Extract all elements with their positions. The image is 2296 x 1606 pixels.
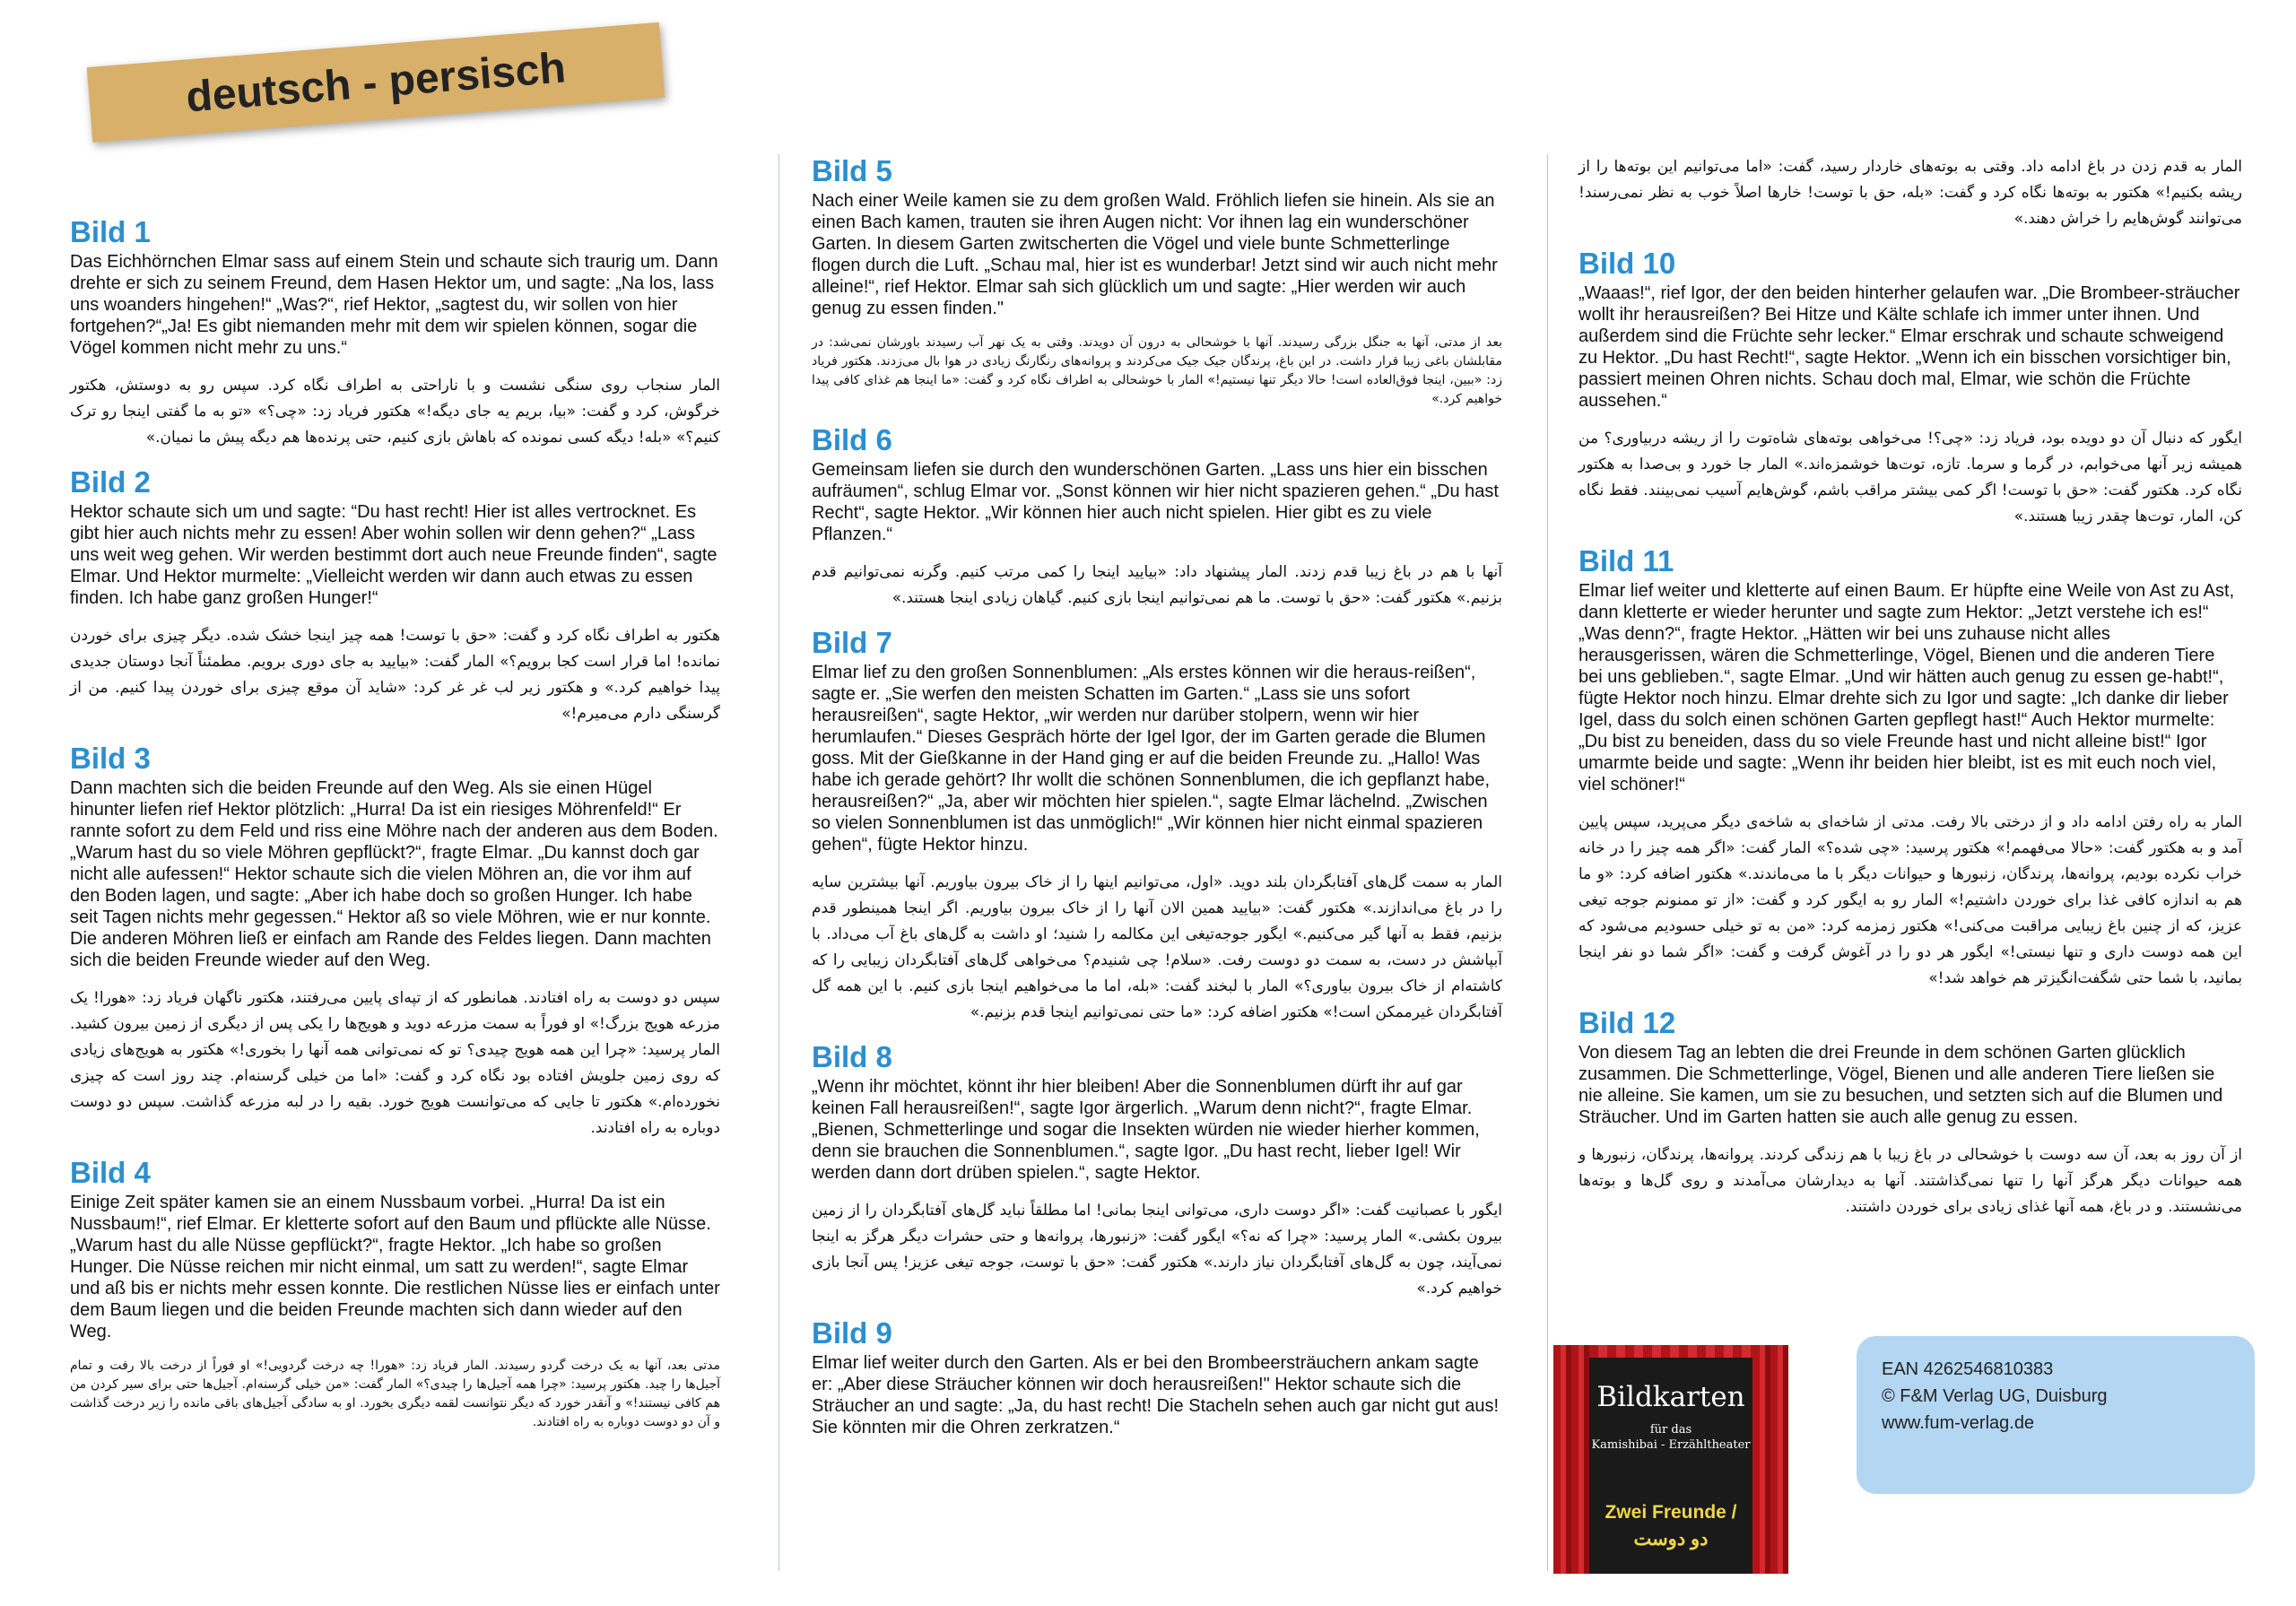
poster-title: Bildkarten xyxy=(1596,1381,1745,1413)
persian-text: بعد از مدتی، آنها به جنگل بزرگی رسیدند. آنها با خوشحالی به درون آن دویدند. وقتی به یک نهر آب رسیدند باورشان نمی‌شد: در مقابلشان باغی زیبا قرار داشت. در این باغ، پرندگان جیک جیک می‌کردند و پروانه‌های رنگارنگ زیادی در هوا بال می‌زدند. هکتور فریاد زد: «ببین، اینجا فوق‌العاده است! حالا دیگر تنها نیستیم!» المار با خوشحالی به اطراف نگاه کرد و گفت: «ما اینجا هم غذای کافی پیدا خواهیم کرد.» xyxy=(812,335,1502,406)
column-1 xyxy=(70,215,720,1446)
section-title: Bild 6 xyxy=(812,423,892,456)
section-bild-12 xyxy=(1578,1006,2242,1220)
german-text: Einige Zeit später kamen sie an einem Nussbaum vorbei. „Hurra! Da ist ein Nussbaum!“, rief Elmar. Er kletterte sofort auf den Baum und pflückte alle Nüsse. „Warum hast du alle Nüsse gepflückt?“, fragte Hektor. „Ich habe so großen Hunger. Die Nüsse reichen mir nicht einmal, um satt zu werden!“, sagte Elmar und aß bis er nichts mehr essen konnte. Die restlichen Nüsse lies er einfach unter dem Baum liegen und die beiden Freunde machten sich dann wieder auf den Weg. xyxy=(70,1193,720,1341)
bildkarten-poster xyxy=(1553,1345,1788,1574)
german-text: Gemeinsam liefen sie durch den wunderschönen Garten. „Lass uns hier ein bisschen aufräumen“, schlug Elmar vor. „Sonst können wir hier nicht spazieren gehen.“ „Du hast Recht“, sagte Hektor. „Wir können hier auch nicht spielen. Hier gibt es zu viele Pflanzen.“ xyxy=(812,460,1499,544)
persian-text: مدتی بعد، آنها به یک درخت گردو رسیدند. المار فریاد زد: «هورا! چه درخت گردویی!» او فوراً از درخت بالا رفت و تمام آجیل‌ها را چید. هکتور پرسید: «چرا همه آجیل‌ها را چیدی؟» المار گفت: «من خیلی گرسنه‌ام. آجیل‌ها حتی برای سیر کردن من هم کافی نیستند!» و آنقدر خورد که دیگر نتوانست لقمه دیگری بخورد. او به سادگی آجیل‌های باقی مانده را زیر درخت گذاشت و آن دو دوست دوباره به راه افتادند. xyxy=(70,1359,720,1429)
column-divider xyxy=(1547,154,1548,1571)
persian-text: از آن روز به بعد، آن سه دوست با خوشحالی در باغ زیبا با هم زندگی کردند. پروانه‌ها، پرندگان، زنبورها و همه حیوانات دیگر هرگز آنها را تنها نمی‌گذاشتند. آنها به دیدارشان می‌آمدند و روی گل‌ها و بوته‌ها می‌نشستند. و در باغ، همه آنها غذای زیادی برای خوردن داشتند. xyxy=(1578,1146,2242,1216)
curtain-right xyxy=(1752,1345,1788,1574)
section-bild-9-continued xyxy=(1578,154,2242,232)
section-title: Bild 3 xyxy=(70,742,151,775)
german-text: Von diesem Tag an lebten die drei Freunde in dem schönen Garten glücklich zusammen. Die Schmetterlinge, Vögel, Bienen und alle anderen Tiere ließen sie nie alleine. Sie kamen, um sie zu besuchen, und setzten sich auf die Blumen und Sträucher. Und im Garten hatten sie auch alle genug zu essen. xyxy=(1578,1043,2223,1127)
section-title: Bild 11 xyxy=(1578,544,1674,577)
german-text: „Waaas!“, rief Igor, der den beiden hinterher gelaufen war. „Die Brombeer-sträucher wollt ihr herausreißen? Bei Hitze und Kälte schlafe ich immer unter ihnen. Und außerdem sind die Früchte sehr lecker.“ Elmar erschrak und schaute schweigend zu Hektor. „Du hast Recht!“, sagte Hektor. „Wenn ich ein bisschen vorsichtiger bin, passiert meinen Ohren nichts. Schau doch mal, Elmar, wie schön die Früchte aussehen.“ xyxy=(1578,283,2240,411)
persian-text: ایگور با عصبانیت گفت: «اگر دوست داری، می‌توانی اینجا بمانی! اما مطلقاً نباید گل‌های آفتابگردان را از زمین بیرون بکشی.» المار پرسید: «چرا که نه؟» ایگور گفت: «زنبورها، پروانه‌ها و حتی حشرات دیگر هرگز به اینجا نمی‌آیند، چون به گل‌های آفتابگردان نیاز دارند.» هکتور گفت: «حق با توست، جوجه تیغی عزیز! پس آنجا بازی خواهیم کرد.» xyxy=(812,1202,1502,1298)
poster-subtitle-line2: Kamishibai - Erzähltheater xyxy=(1591,1438,1751,1452)
german-text: Elmar lief weiter durch den Garten. Als er bei den Brombeersträuchern ankam sagte er: „Aber diese Sträucher können wir doch herausreißen!" Hektor schaute sich die Sträucher an und sagte: „Ja, du hast recht! Die Stacheln sehen auch gar nicht gut aus! Sie könnten mir die Ohren zerkratzen.“ xyxy=(812,1353,1500,1437)
german-text: Hektor schaute sich um und sagte: “Du hast recht! Hier ist alles vertrocknet. Es gibt hier auch nichts mehr zu essen! Aber wohin sollen wir denn gehen?“ „Lass uns weit weg gehen. Wir werden bestimmt dort auch neue Freunde finden“, sagte Elmar. Und Hektor murmelte: „Vielleicht werden wir dann auch etwas zu essen finden. Ich habe ganz großen Hunger!“ xyxy=(70,502,718,608)
section-title: Bild 8 xyxy=(812,1040,892,1073)
persian-text: سپس دو دوست به راه افتادند. همانطور که از تپه‌ای پایین می‌رفتند، هکتور ناگهان فریاد زد: «هورا! یک مزرعه هویج بزرگ!» او فوراً به سمت مزرعه دوید و هویج‌ها را یکی پس از دیگری از زمین بیرون کشید. المار پرسید: «چرا این همه هویج چیدی؟ تو که نمی‌توانی همه آنها را بخوری!» هکتور به هویج‌های زیادی که روی زمین جلویش افتاده بود نگاه کرد و گفت: «اما من خیلی گرسنه‌ام. چند روز است که چیزی نخورده‌ام.» هکتور تا جایی که می‌توانست هویج خورد. بقیه را در لبه مزرعه گذاشت. سپس دو دوست دوباره به راه افتادند. xyxy=(70,989,720,1137)
banner-label: deutsch - persisch xyxy=(184,43,568,121)
section-bild-4 xyxy=(70,1156,720,1432)
section-bild-1 xyxy=(70,215,720,451)
section-bild-9 xyxy=(812,1316,1502,1438)
section-bild-7 xyxy=(812,626,1502,1026)
curtain-left xyxy=(1553,1345,1589,1574)
section-title: Bild 2 xyxy=(70,465,151,499)
section-bild-3 xyxy=(70,742,720,1142)
poster-subtitle-line1: für das xyxy=(1649,1423,1692,1437)
section-title: Bild 10 xyxy=(1578,247,1676,280)
section-bild-10 xyxy=(1578,247,2242,530)
column-2 xyxy=(812,154,1502,1453)
publisher-name: © F&M Verlag UG, Duisburg xyxy=(1882,1386,2108,1406)
section-title: Bild 12 xyxy=(1578,1006,1676,1039)
german-text: „Wenn ihr möchtet, könnt ihr hier bleiben! Aber die Sonnenblumen dürft ihr auf gar keinen Fall herausreißen!“, sagte Igor ärgerlich. „Warum denn nicht?“, fragte Elmar. „Bienen, Schmetterlinge und sogar die Insekten würden nie wieder hierher kommen, denn sie brauchen die Sonnenblumen.“, sagte Igor. „Du hast recht, lieber Igel! Wir werden dann dort drüben spielen.“, sagte Hektor. xyxy=(812,1077,1480,1183)
persian-text: هکتور به اطراف نگاه کرد و گفت: «حق با توست! همه چیز اینجا خشک شده. دیگر چیزی برای خوردن نمانده! اما قرار است کجا برویم؟» المار گفت: «بیایید به جای دوری برویم. مطمئناً آنجا دوستان جدیدی پیدا خواهیم کرد.» و هکتور زیر لب غر غر کرد: «شاید آن موقع چیزی برای خوردن پیدا کنیم. من از گرسنگی دارم می‌میرم!» xyxy=(70,627,720,723)
persian-text: المار سنجاب روی سنگی نشست و با ناراحتی به اطراف نگاه کرد. سپس رو به دوستش، هکتور خرگوش، کرد و گفت: «بیا، بریم یه جای دیگه!» هکتور فریاد زد: «چی؟» «تو به ما گفتی اینجا رو ترک کنیم؟» «بله! دیگه کسی نمونده که باهاش بازی کنیم، حتی پرنده‌ها هم دیگه پیش ما نمیان.» xyxy=(70,377,720,447)
section-bild-5 xyxy=(812,154,1502,409)
persian-text: المار به سمت گل‌های آفتابگردان بلند دوید. «اول، می‌توانیم اینها را از خاک بیرون بیاوریم. آنها بیشترین سایه را در باغ می‌اندازند.» هکتور گفت: «بیایید همین الان آنها را از خاک بیرون بیاوریم. اگر اینجا همینطور قدم بزنیم، فقط به آنها گیر می‌کنیم.» ایگور جوجه‌تیغی این مکالمه را شنید؛ او داشت به گل‌های باغ آب می‌داد. با آبپاشش در دست، به سمت دو دوست رفت. «سلام! چی شنیدم؟ می‌خواهی گل‌های آفتابگردان زیبایی را که کاشته‌ام از خاک بیرون بیاوری؟» المار با لبخند گفت: «بله، اما ما می‌خواهیم اینجا بازی کنیم. با این همه گل آفتابگردان غیرممکن است!» هکتور اضافه کرد: «ما حتی نمی‌توانیم اینجا قدم بزنیم.» xyxy=(812,873,1502,1021)
story-title-de: Zwei Freunde / xyxy=(1605,1502,1737,1523)
persian-text: ایگور که دنبال آن دو دویده بود، فریاد زد: «چی؟! می‌خواهی بوته‌های شاه‌توت را از ریشه دربیاوری؟ من همیشه زیر آنها می‌خوابم، در گرما و سرما. تازه، توت‌ها خوشمزه‌اند.» المار جا خورد و بی‌صدا به هکتور نگاه کرد. هکتور گفت: «حق با توست! اگر کمی بیشتر مراقب باشم، گوش‌هایم آسیب نمی‌بینند. فقط نگاه کن، المار، توت‌ها چقدر زیبا هستند.» xyxy=(1578,430,2242,525)
section-title: Bild 5 xyxy=(812,154,892,187)
column-divider xyxy=(778,154,779,1571)
ean-code: EAN 4262546810383 xyxy=(1882,1359,2054,1379)
poster-story-title xyxy=(1589,1499,1752,1553)
section-bild-6 xyxy=(812,423,1502,612)
section-bild-2 xyxy=(70,465,720,727)
german-text: Dann machten sich die beiden Freunde auf den Weg. Als sie einen Hügel hinunter liefen rief Hektor plötzlich: „Hurra! Da ist ein riesiges Möhrenfeld!“ Er rannte sofort zu dem Feld und riss eine Möhre nach der anderen aus dem Boden. „Warum hast du so viele Möhren gepflückt?“, fragte Elmar. „Du kannst doch gar nicht alle aufessen!“ Hektor schaute sich die vielen Möhren an, die vor ihm auf den Boden lagen, und sagte: „Aber ich habe doch so großen Hunger. Ich habe seit Tagen nichts mehr gegessen.“ Hektor aß so viele Möhren, wie er nur konnte. Die anderen Möhren ließ er einfach am Rande des Feldes liegen. Dann machten sich die beiden Freunde wieder auf den Weg. xyxy=(70,778,718,970)
german-text: Elmar lief zu den großen Sonnenblumen: „Als erstes können wir die heraus-reißen“, sagte er. „Sie werfen den meisten Schatten im Garten.“ „Lass sie uns sofort herausreißen“, sagte Hektor, „wir werden nur darüber stolpern, wenn wir hier herumlaufen.“ Dieses Gespräch hörte der Igel Igor, der im Garten gerade die Blumen goss. Mit der Gießkanne in der Hand ging er auf die beiden Freunde zu. „Hallo! Was habe ich gerade gehört? Ihr wollt die schönen Sonnenblumen, die ich gepflanzt habe, herausreißen?“ „Ja, aber wir möchten hier spielen.“, sagte Elmar lächelnd. „Zwischen so vielen Sonnenblumen ist das unmöglich!“ „Wir können hier nicht einmal spazieren gehen“, fügte Hektor hinzu. xyxy=(812,663,1491,855)
persian-text: آنها با هم در باغ زیبا قدم زدند. المار پیشنهاد داد: «بیایید اینجا را کمی مرتب کنیم. وگرنه نمی‌توانیم قدم بزنیم.» هکتور گفت: «حق با توست. ما هم نمی‌توانیم اینجا بازی کنیم. گیاهان زیادی اینجا هستند.» xyxy=(812,563,1502,607)
curtain-valance xyxy=(1589,1345,1752,1358)
story-title-fa: دو دوست xyxy=(1633,1529,1709,1550)
language-banner xyxy=(87,22,665,143)
section-title: Bild 4 xyxy=(70,1156,151,1189)
column-3 xyxy=(1578,154,2242,1235)
section-bild-11 xyxy=(1578,544,2242,992)
publisher-website[interactable]: www.fum-verlag.de xyxy=(1882,1413,2035,1433)
section-bild-8 xyxy=(812,1040,1502,1302)
german-text: Nach einer Weile kamen sie zu dem großen Wald. Fröhlich liefen sie hinein. Als sie an einen Bach kamen, trauten sie ihren Augen nicht: Vor ihnen lag ein wunderschöner Garten. In diesem Garten zwitscherten die Vögel und viele bunte Schmetterlinge flogen durch die Luft. „Schau mal, hier ist es wunderbar! Jetzt sind wir auch nicht mehr alleine!“, rief Hektor. Elmar sah sich glücklich um und sagte: „Hier werden wir auch genug zu essen finden." xyxy=(812,191,1498,318)
section-title: Bild 1 xyxy=(70,215,151,248)
persian-text: المار به قدم زدن در باغ ادامه داد. وقتی به بوته‌های خاردار رسید، گفت: «اما می‌توانیم این بوته‌ها را از ریشه بکنیم!» هکتور به بوته‌ها نگاه کرد و گفت: «بله، حق با توست! خارها اصلاً خوب به نظر نمی‌رسند! می‌توانند گوش‌هایم را خراش دهند.» xyxy=(1578,158,2242,228)
poster-subtitle xyxy=(1589,1422,1752,1453)
section-title: Bild 7 xyxy=(812,626,892,659)
section-title: Bild 9 xyxy=(812,1316,892,1350)
german-text: Elmar lief weiter und kletterte auf einen Baum. Er hüpfte eine Weile von Ast zu Ast, dann kletterte er wieder herunter und sagte zum Hektor: „Jetzt verstehe ich es!“ „Was denn?“, fragte Hektor. „Hätten wir bei uns zuhause nicht alles herausgerissen, wären die Schmetterlinge, Vögel, Bienen und die anderen Tiere bei uns geblieben.“, sagte Elmar. „Und wir hätten auch genug zu essen ge-habt!“, fügte Hektor noch hinzu. Elmar drehte sich zu Igor und sagte: „Ich danke dir lieber Igel, dass du solch einen schönen Garten gepflegt hast!“ Auch Hektor murmelte: „Du bist zu beneiden, dass du so viele Freunde hast und nicht alleine bist!“ Igor umarmte beide und sagte: „Wenn ihr beiden hier bleibt, ist es mit euch noch viel, viel schöner!“ xyxy=(1578,581,2235,794)
publisher-info-box xyxy=(1857,1336,2255,1494)
persian-text: المار به راه رفتن ادامه داد و از درختی بالا رفت. مدتی از شاخه‌ای به شاخه‌ی دیگر می‌پرید، سپس پایین آمد و به هکتور گفت: «حالا می‌فهمم!» هکتور پرسید: «چی شده؟» المار گفت: «اگر همه چیز را در خانه خراب نکرده بودیم، پروانه‌ها، پرندگان، زنبورها و حیوانات دیگر با ما می‌ماندند.» هکتور اضافه کرد: «و ما هم به اندازه کافی غذا برای خوردن داشتیم!» المار رو به ایگور کرد و گفت: «از تو ممنونم جوجه تیغی عزیز، که از چنین باغ زیبایی مراقبت می‌کنی!» هکتور زمزمه کرد: «من به تو خیلی حسودیم می‌شود که این همه دوست داری و تنها نیستی!» ایگور هر دو را در آغوش گرفت و گفت: «اگر شما دو نفر اینجا بمانید، با شما حتی شگفت‌انگیزتر هم خواهد شد!» xyxy=(1578,813,2242,987)
german-text: Das Eichhörnchen Elmar sass auf einem Stein und schaute sich traurig um. Dann drehte er sich zu seinem Freund, dem Hasen Hektor um, und sagte: „Na los, lass uns woanders hingehen!“ „Was?“, rief Hektor, „sagtest du, wir sollen von hier fortgehen?“„Ja! Es gibt niemanden mehr mit dem wir spielen können, sogar die Vögel kommen nicht mehr zu uns.“ xyxy=(70,252,718,358)
